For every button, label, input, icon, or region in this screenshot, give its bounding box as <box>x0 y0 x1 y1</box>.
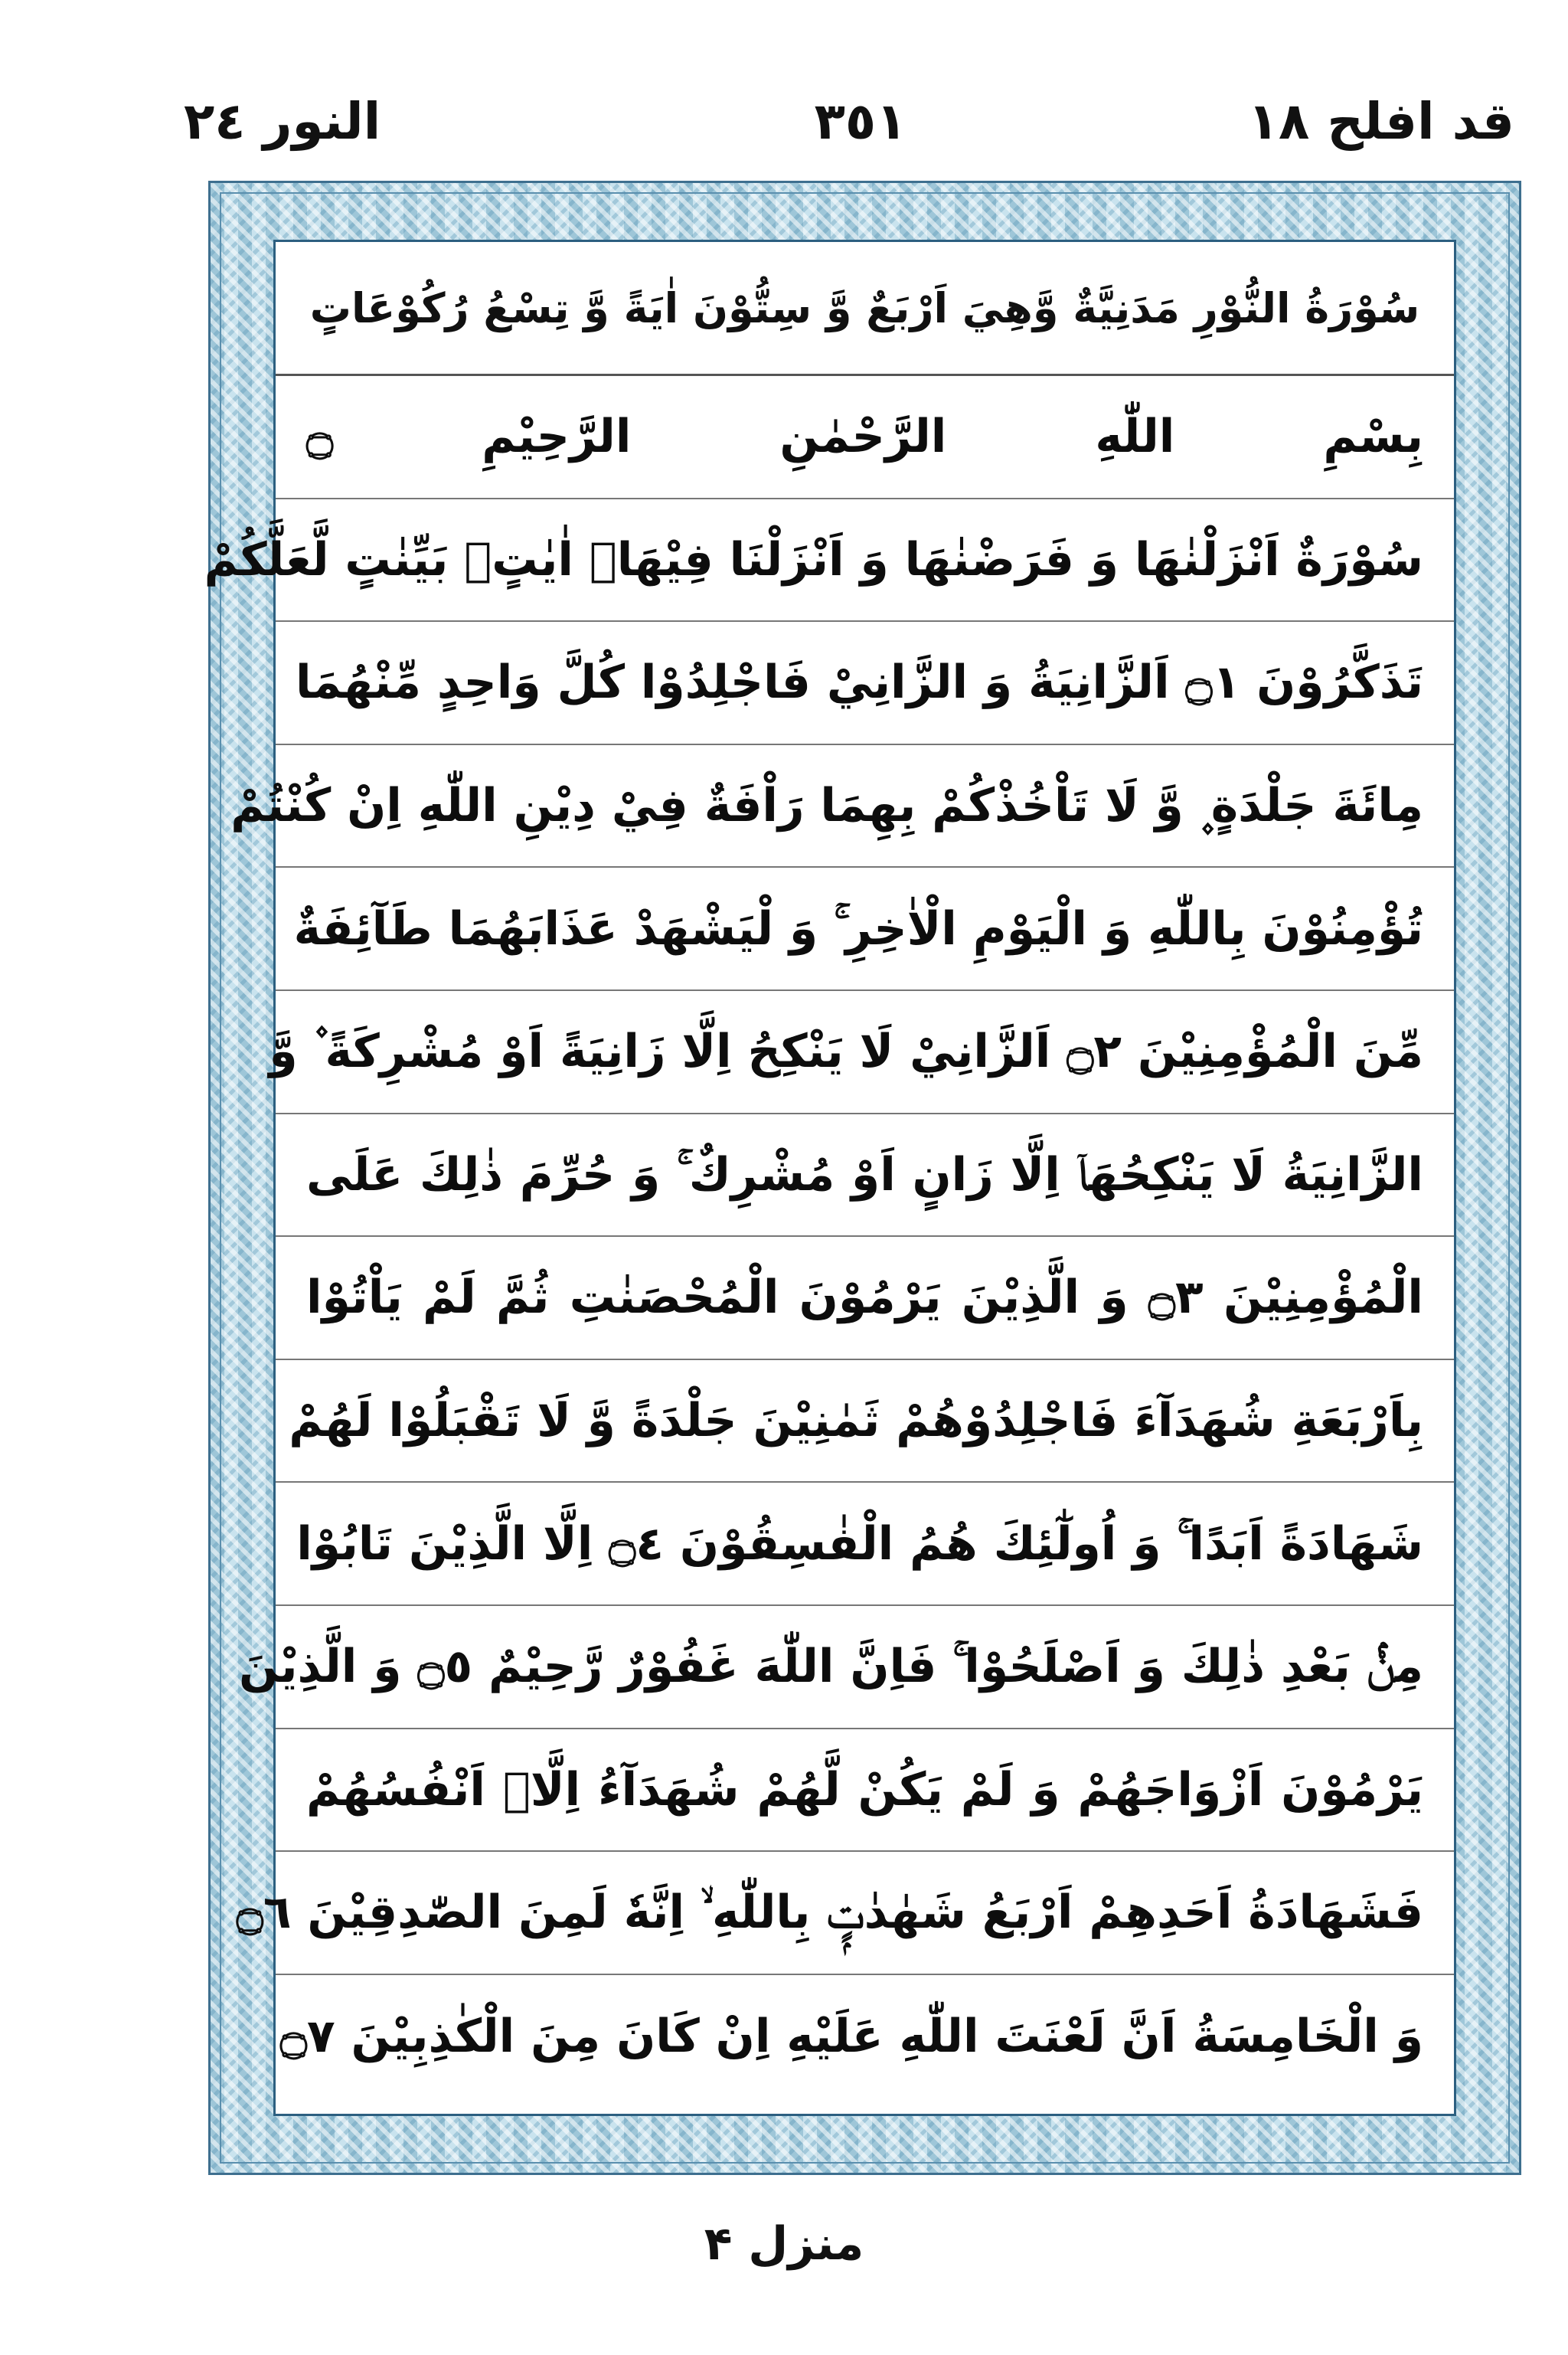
juz-label: قد افلح ١٨ <box>1247 92 1514 151</box>
verse-line: فَشَهَادَةُ اَحَدِهِمْ اَرْبَعُ شَهٰدٰتٍۭ بِاللّٰهِ ۙ اِنَّهٗ لَمِنَ الصّٰدِقِيْنَ ۝٦ <box>276 1852 1454 1975</box>
verse-lines <box>204 376 1454 2114</box>
decorative-page-border <box>204 181 1521 2175</box>
verse-line: مِائَةَ جَلْدَةٍ ۪ وَّ لَا تَاْخُذْكُمْ بِهِمَا رَاْفَةٌ فِيْ دِيْنِ اللّٰهِ اِنْ كُنْتُمْ <box>276 745 1454 868</box>
page-number: ٣٥١ <box>814 92 907 151</box>
surah-reference: النور ٢٤ <box>184 92 381 151</box>
verse-line: مِّنَ الْمُؤْمِنِيْنَ ۝٢ اَلزَّانِيْ لَا يَنْكِحُ اِلَّا زَانِيَةً اَوْ مُشْرِكَةً ۫ وَّ <box>276 991 1454 1114</box>
surah-title-text: سُوْرَةُ النُّوْرِ مَدَنِيَّةٌ وَّهِيَ اَرْبَعٌ وَّ سِتُّوْنَ اٰيَةً وَّ تِسْعُ رُكُوْعَاتٍ <box>309 283 1420 332</box>
verse-line: يَرْمُوْنَ اَزْوَاجَهُمْ وَ لَمْ يَكُنْ لَّهُمْ شُهَدَآءُ اِلَّاۤ اَنْفُسُهُمْ <box>276 1729 1454 1853</box>
quran-text-panel <box>204 240 1456 2116</box>
verse-line: مِنْۢ بَعْدِ ذٰلِكَ وَ اَصْلَحُوْا ۚ فَاِنَّ اللّٰهَ غَفُوْرٌ رَّحِيْمٌ ۝٥ وَ الَّذِيْنَ <box>276 1606 1454 1729</box>
basmala-line: بِسْمِ اللّٰهِ الرَّحْمٰنِ الرَّحِيْمِ ۝ <box>276 376 1454 499</box>
verse-line: بِاَرْبَعَةِ شُهَدَآءَ فَاجْلِدُوْهُمْ ثَمٰنِيْنَ جَلْدَةً وَّ لَا تَقْبَلُوْا لَهُمْ <box>276 1360 1454 1483</box>
verse-line: تَذَكَّرُوْنَ ۝١ اَلزَّانِيَةُ وَ الزَّانِيْ فَاجْلِدُوْا كُلَّ وَاحِدٍ مِّنْهُمَا <box>276 622 1454 745</box>
verse-line: الزَّانِيَةُ لَا يَنْكِحُهَاۤ اِلَّا زَانٍ اَوْ مُشْرِكٌ ۚ وَ حُرِّمَ ذٰلِكَ عَلَى <box>276 1114 1454 1238</box>
surah-title-banner <box>276 242 1454 376</box>
page-header <box>184 92 1537 184</box>
verse-line: تُؤْمِنُوْنَ بِاللّٰهِ وَ الْيَوْمِ الْاٰخِرِ ۚ وَ لْيَشْهَدْ عَذَابَهُمَا طَآئِفَةٌ <box>276 868 1454 991</box>
manzil-footer: منزل ۴ <box>704 2217 864 2271</box>
verse-line: وَ الْخَامِسَةُ اَنَّ لَعْنَتَ اللّٰهِ عَلَيْهِ اِنْ كَانَ مِنَ الْكٰذِبِيْنَ ۝٧ <box>279 2010 1423 2064</box>
verse-line: شَهَادَةً اَبَدًا ۚ وَ اُولٰٓئِكَ هُمُ الْفٰسِقُوْنَ ۝٤ اِلَّا الَّذِيْنَ تَابُوْا <box>276 1483 1454 1606</box>
verse-line: الْمُؤْمِنِيْنَ ۝٣ وَ الَّذِيْنَ يَرْمُوْنَ الْمُحْصَنٰتِ ثُمَّ لَمْ يَاْتُوْا <box>276 1237 1454 1360</box>
verse-line: سُوْرَةٌ اَنْزَلْنٰهَا وَ فَرَضْنٰهَا وَ اَنْزَلْنَا فِيْهَاۤ اٰيٰتٍۭ بَيِّنٰتٍ لَّعَلَّكُمْ <box>276 499 1454 623</box>
